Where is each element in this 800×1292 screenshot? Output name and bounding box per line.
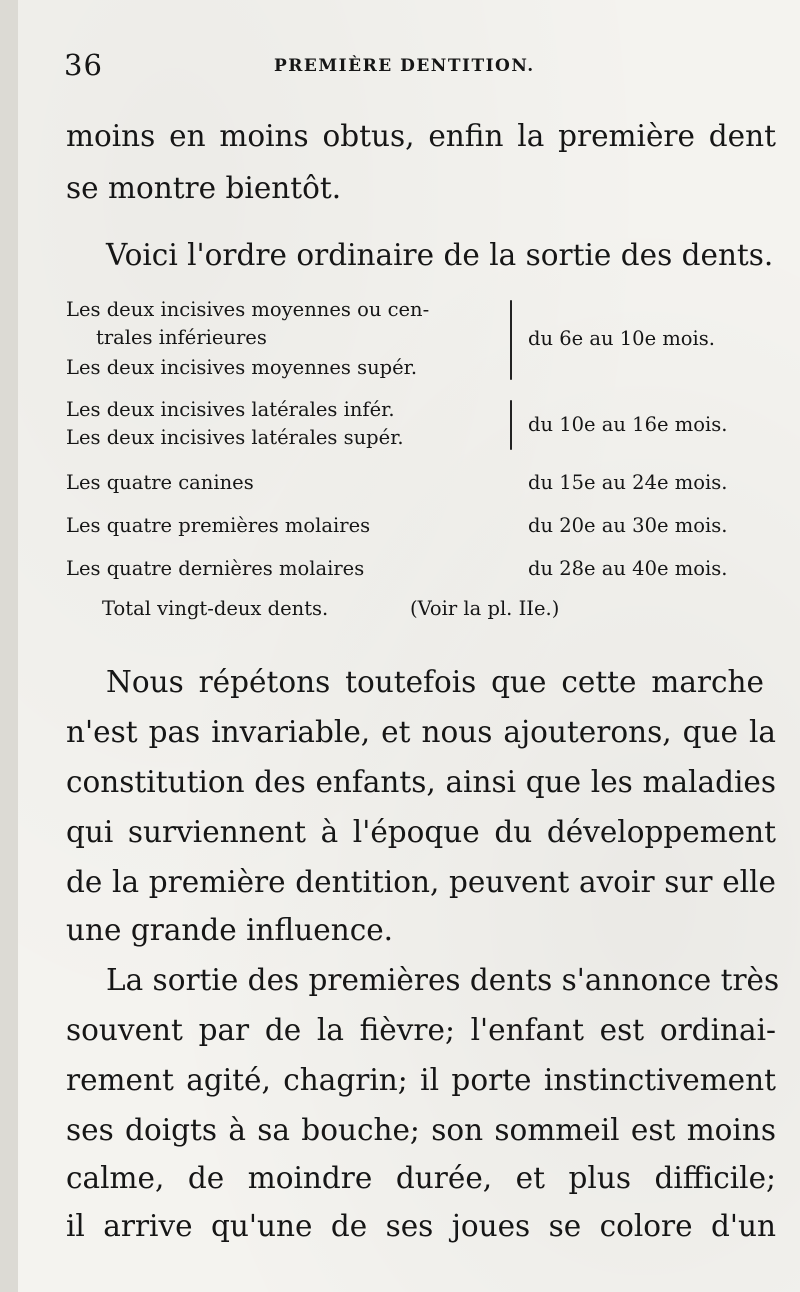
table-row-period: du 28e au 40e mois.	[528, 557, 728, 580]
table-row-period: du 6e au 10e mois.	[528, 327, 715, 350]
text-line: se montre bientôt.	[66, 171, 342, 205]
page-header	[64, 48, 760, 88]
table-row-period: du 20e au 30e mois.	[528, 514, 728, 537]
text-line: une grande influence.	[66, 913, 394, 947]
table-row-label: Les quatre canines	[66, 471, 254, 494]
text-line: n'est pas invariable, et nous ajouterons, que la	[66, 715, 776, 749]
text-line: calme, de moindre durée, et plus difficile;	[66, 1161, 776, 1195]
brace	[510, 300, 512, 380]
table-row-period: du 10e au 16e mois.	[528, 413, 728, 436]
running-title: PREMIÈRE DENTITION.	[274, 56, 535, 76]
brace	[510, 400, 512, 450]
plate-reference: (Voir la pl. IIe.)	[410, 597, 560, 620]
page-number: 36	[64, 48, 103, 82]
text-line: La sortie des premières dents s'annonce très	[106, 963, 780, 997]
text-line: ses doigts à sa bouche; son sommeil est moins	[66, 1113, 776, 1147]
text-line: constitution des enfants, ainsi que les maladies	[66, 765, 776, 799]
text-line: il arrive qu'une de ses joues se colore d'un	[66, 1209, 776, 1243]
table-heading: Voici l'ordre ordinaire de la sortie des dents.	[106, 238, 774, 272]
text-line: rement agité, chagrin; il porte instinctivement	[66, 1063, 776, 1097]
table-row-label: trales inférieures	[96, 326, 267, 349]
text-line: qui surviennent à l'époque du développement	[66, 815, 776, 849]
table-row-label: Les deux incisives latérales infér.	[66, 398, 395, 421]
table-row-label: Les deux incisives latérales supér.	[66, 426, 404, 449]
table-total: Total vingt-deux dents.	[102, 597, 329, 620]
text-line: souvent par de la fièvre; l'enfant est ordinai-	[66, 1013, 776, 1047]
table-row-label: Les quatre dernières molaires	[66, 557, 365, 580]
text-line: Nous répétons toutefois que cette marche	[106, 665, 764, 699]
table-row-label: Les deux incisives moyennes ou cen-	[66, 298, 430, 321]
table-row-period: du 15e au 24e mois.	[528, 471, 728, 494]
table-row-label: Les deux incisives moyennes supér.	[66, 356, 418, 379]
table-row-label: Les quatre premières molaires	[66, 514, 371, 537]
text-line: moins en moins obtus, enfin la première dent	[66, 119, 776, 153]
text-line: de la première dentition, peuvent avoir sur elle	[66, 865, 776, 899]
